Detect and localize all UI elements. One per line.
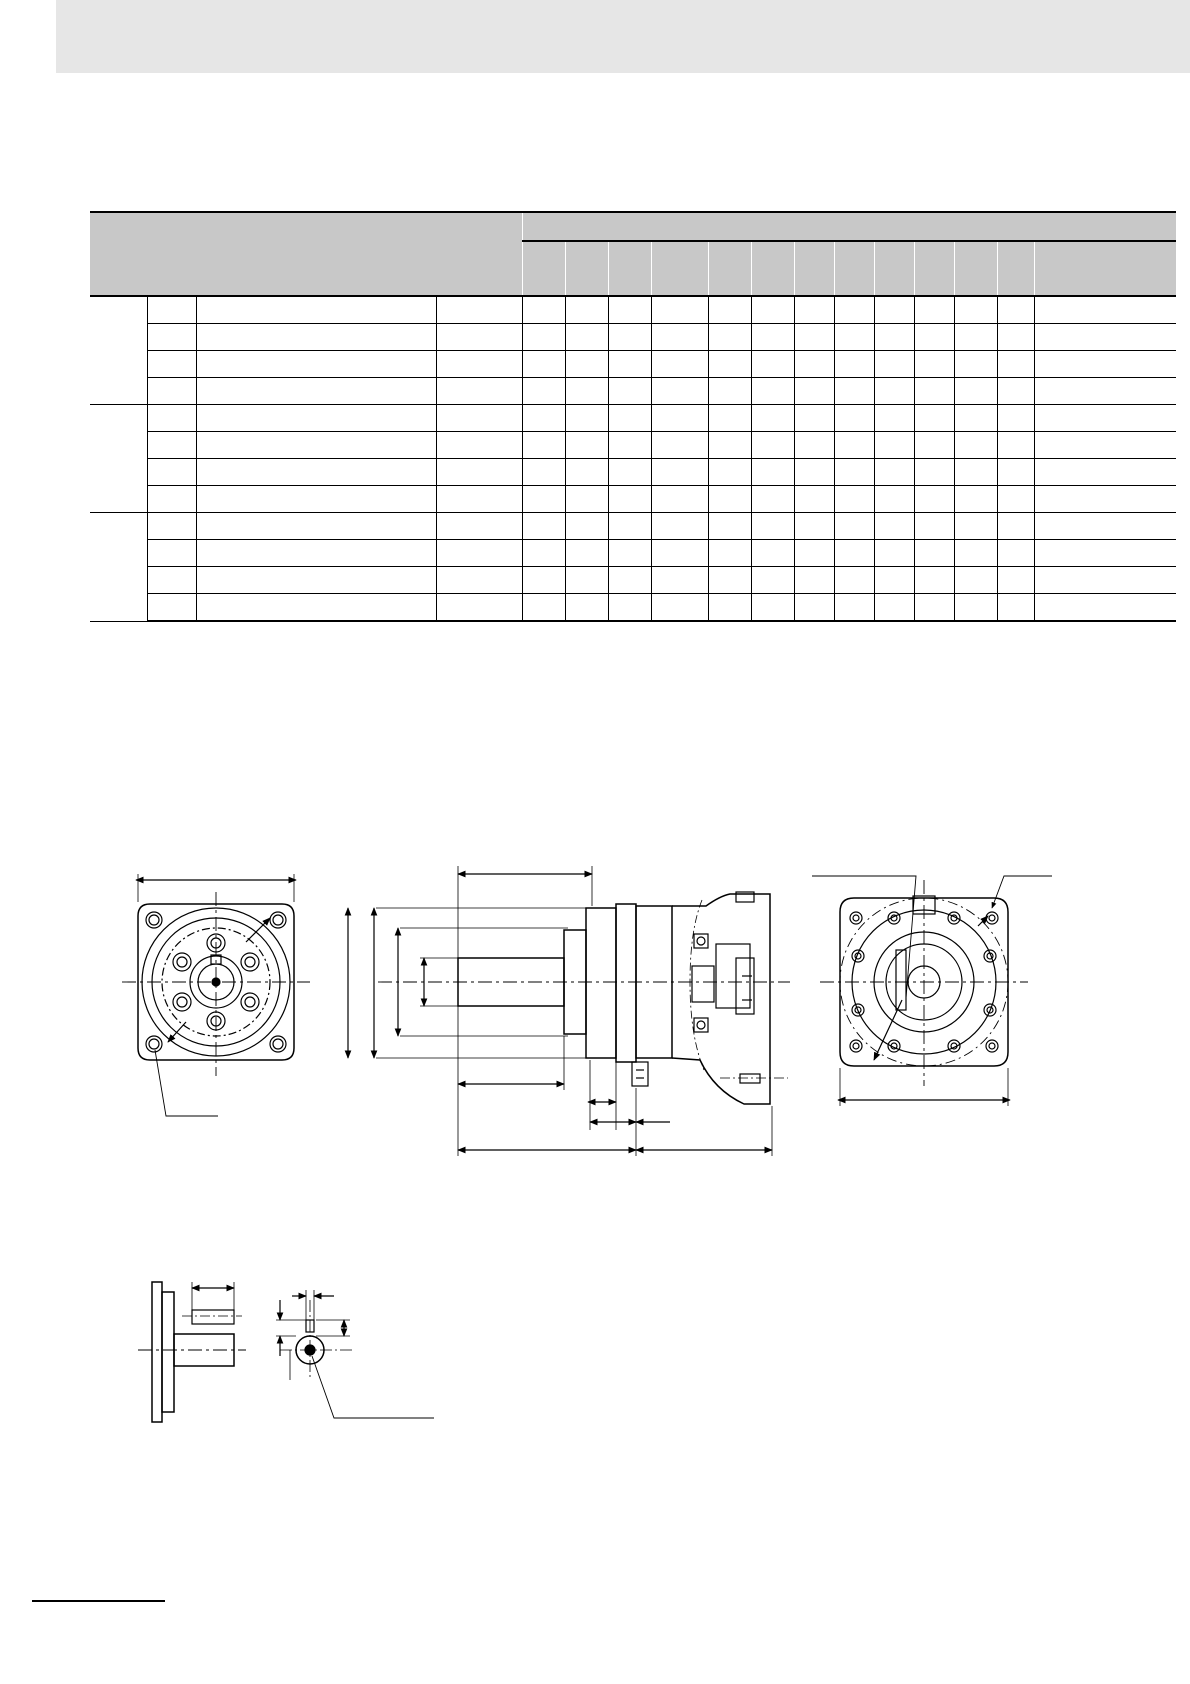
rear-view <box>812 876 1052 1106</box>
side-view <box>348 866 790 1156</box>
front-view <box>122 874 310 1116</box>
footer-rule <box>32 1600 165 1602</box>
shaft-end-detail <box>138 1282 434 1422</box>
